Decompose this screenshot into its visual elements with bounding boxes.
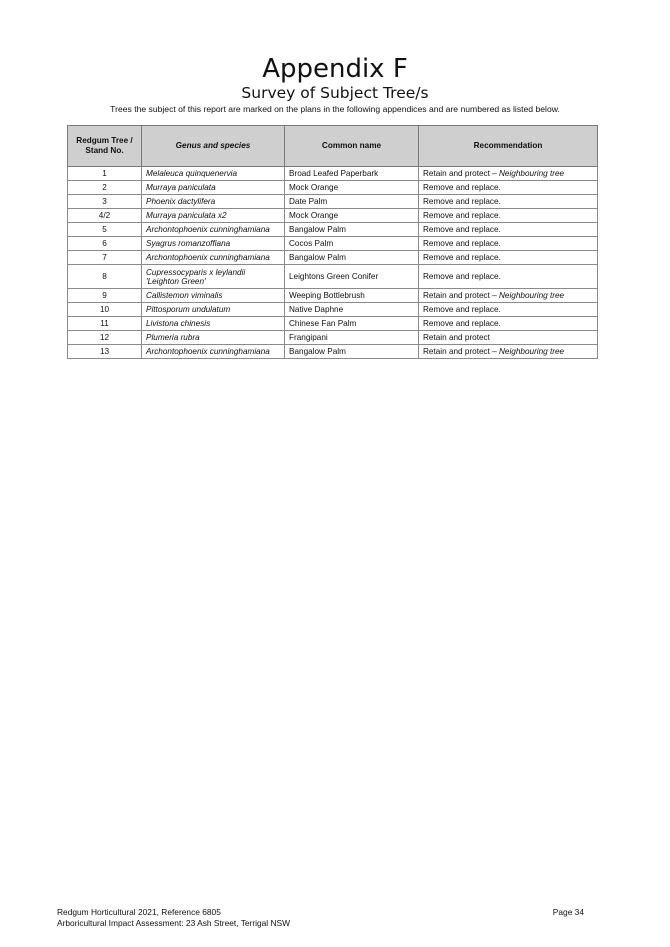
cell-tree-number: 4/2 — [68, 209, 142, 223]
cell-common-name: Weeping Bottlebrush — [285, 289, 419, 303]
recommendation-text: Remove and replace. — [423, 197, 501, 206]
genus-text: Plumeria rubra — [146, 333, 200, 342]
recommendation-note: Neighbouring tree — [499, 291, 565, 300]
cell-tree-number: 2 — [68, 181, 142, 195]
footer-line-2: Arboricultural Impact Assessment: 23 Ash Street, Terrigal NSW — [57, 918, 291, 928]
cell-genus-species — [142, 289, 285, 303]
cell-recommendation — [419, 331, 598, 345]
genus-text: Syagrus romanzoffiana — [146, 239, 231, 248]
header-recommendation: Recommendation — [419, 126, 598, 167]
cell-recommendation — [419, 289, 598, 303]
cell-genus-species — [142, 209, 285, 223]
cell-common-name: Date Palm — [285, 195, 419, 209]
cell-tree-number: 13 — [68, 345, 142, 359]
genus-text: Archontophoenix cunninghamiana — [146, 225, 270, 234]
cell-genus-species — [142, 237, 285, 251]
cell-tree-number: 10 — [68, 303, 142, 317]
table-row — [68, 331, 598, 345]
intro-text: Trees the subject of this report are marked on the plans in the following appendices and are numbered as listed below. — [110, 104, 560, 114]
cell-genus-species — [142, 331, 285, 345]
recommendation-text: Retain and protect — [423, 333, 490, 342]
genus-text: Livistona chinesis — [146, 319, 211, 328]
genus-text: Phoenix dactylifera — [146, 197, 216, 206]
footer-line-1: Redgum Horticultural 2021, Reference 6805 — [57, 907, 221, 917]
table-row — [68, 237, 598, 251]
table-row — [68, 181, 598, 195]
cell-genus-species — [142, 251, 285, 265]
cell-tree-number: 1 — [68, 167, 142, 181]
tree-survey-table — [67, 125, 598, 359]
table-row — [68, 303, 598, 317]
cell-common-name: Bangalow Palm — [285, 251, 419, 265]
table-row — [68, 223, 598, 237]
cell-genus-species — [142, 167, 285, 181]
cell-common-name: Bangalow Palm — [285, 223, 419, 237]
cell-genus-species — [142, 181, 285, 195]
table-row — [68, 345, 598, 359]
cell-tree-number: 12 — [68, 331, 142, 345]
genus-text: Archontophoenix cunninghamiana — [146, 347, 270, 356]
genus-cultivar-text: 'Leighton Green' — [146, 276, 206, 286]
page-title: Appendix F — [262, 54, 408, 84]
footer-reference — [57, 907, 290, 929]
genus-text: Callistemon viminalis — [146, 291, 223, 300]
table-row — [68, 195, 598, 209]
genus-text: Cupressocyparis x leylandii — [146, 267, 246, 277]
header-tree-number: Redgum Tree / Stand No. — [68, 126, 142, 167]
table-row — [68, 251, 598, 265]
header-genus-species: Genus and species — [142, 126, 285, 167]
page-subtitle: Survey of Subject Tree/s — [241, 84, 429, 102]
cell-tree-number: 6 — [68, 237, 142, 251]
cell-genus-species — [142, 303, 285, 317]
cell-tree-number: 9 — [68, 289, 142, 303]
genus-text: Murraya paniculata — [146, 183, 216, 192]
recommendation-text: Retain and protect – — [423, 169, 500, 178]
cell-recommendation — [419, 223, 598, 237]
cell-recommendation — [419, 317, 598, 331]
recommendation-note: Neighbouring tree — [499, 347, 565, 356]
genus-text: Melaleuca quinquenervia — [146, 169, 238, 178]
genus-text: Archontophoenix cunninghamiana — [146, 253, 270, 262]
cell-recommendation — [419, 209, 598, 223]
recommendation-text: Remove and replace. — [423, 305, 501, 314]
recommendation-text: Remove and replace. — [423, 183, 501, 192]
cell-recommendation — [419, 167, 598, 181]
cell-tree-number: 5 — [68, 223, 142, 237]
cell-recommendation — [419, 303, 598, 317]
table-row — [68, 317, 598, 331]
cell-recommendation — [419, 345, 598, 359]
cell-genus-species — [142, 195, 285, 209]
recommendation-text: Retain and protect – — [423, 291, 500, 300]
table-row — [68, 167, 598, 181]
recommendation-text: Remove and replace. — [423, 225, 501, 234]
cell-recommendation — [419, 237, 598, 251]
cell-recommendation — [419, 181, 598, 195]
cell-common-name: Chinese Fan Palm — [285, 317, 419, 331]
genus-text: Pittosporum undulatum — [146, 305, 231, 314]
genus-text: Murraya paniculata x2 — [146, 211, 227, 220]
cell-common-name: Bangalow Palm — [285, 345, 419, 359]
recommendation-text: Remove and replace. — [423, 272, 501, 281]
table-header-row — [68, 126, 598, 167]
cell-recommendation — [419, 195, 598, 209]
recommendation-text: Retain and protect – — [423, 347, 500, 356]
table-row — [68, 209, 598, 223]
recommendation-note: Neighbouring tree — [499, 169, 565, 178]
cell-tree-number: 7 — [68, 251, 142, 265]
recommendation-text: Remove and replace. — [423, 211, 501, 220]
cell-common-name: Mock Orange — [285, 181, 419, 195]
cell-recommendation — [419, 265, 598, 289]
cell-genus-species — [142, 265, 285, 289]
cell-tree-number: 8 — [68, 265, 142, 289]
header-common-name: Common name — [285, 126, 419, 167]
cell-recommendation — [419, 251, 598, 265]
table-row — [68, 289, 598, 303]
cell-genus-species — [142, 345, 285, 359]
cell-common-name: Leightons Green Conifer — [285, 265, 419, 289]
page-number: Page 34 — [552, 907, 584, 917]
recommendation-text: Remove and replace. — [423, 319, 501, 328]
cell-common-name: Native Daphne — [285, 303, 419, 317]
cell-tree-number: 11 — [68, 317, 142, 331]
cell-common-name: Broad Leafed Paperbark — [285, 167, 419, 181]
cell-common-name: Cocos Palm — [285, 237, 419, 251]
table-row — [68, 265, 598, 289]
cell-genus-species — [142, 223, 285, 237]
cell-common-name: Mock Orange — [285, 209, 419, 223]
recommendation-text: Remove and replace. — [423, 253, 501, 262]
cell-common-name: Frangipani — [285, 331, 419, 345]
cell-tree-number: 3 — [68, 195, 142, 209]
cell-genus-species — [142, 317, 285, 331]
recommendation-text: Remove and replace. — [423, 239, 501, 248]
